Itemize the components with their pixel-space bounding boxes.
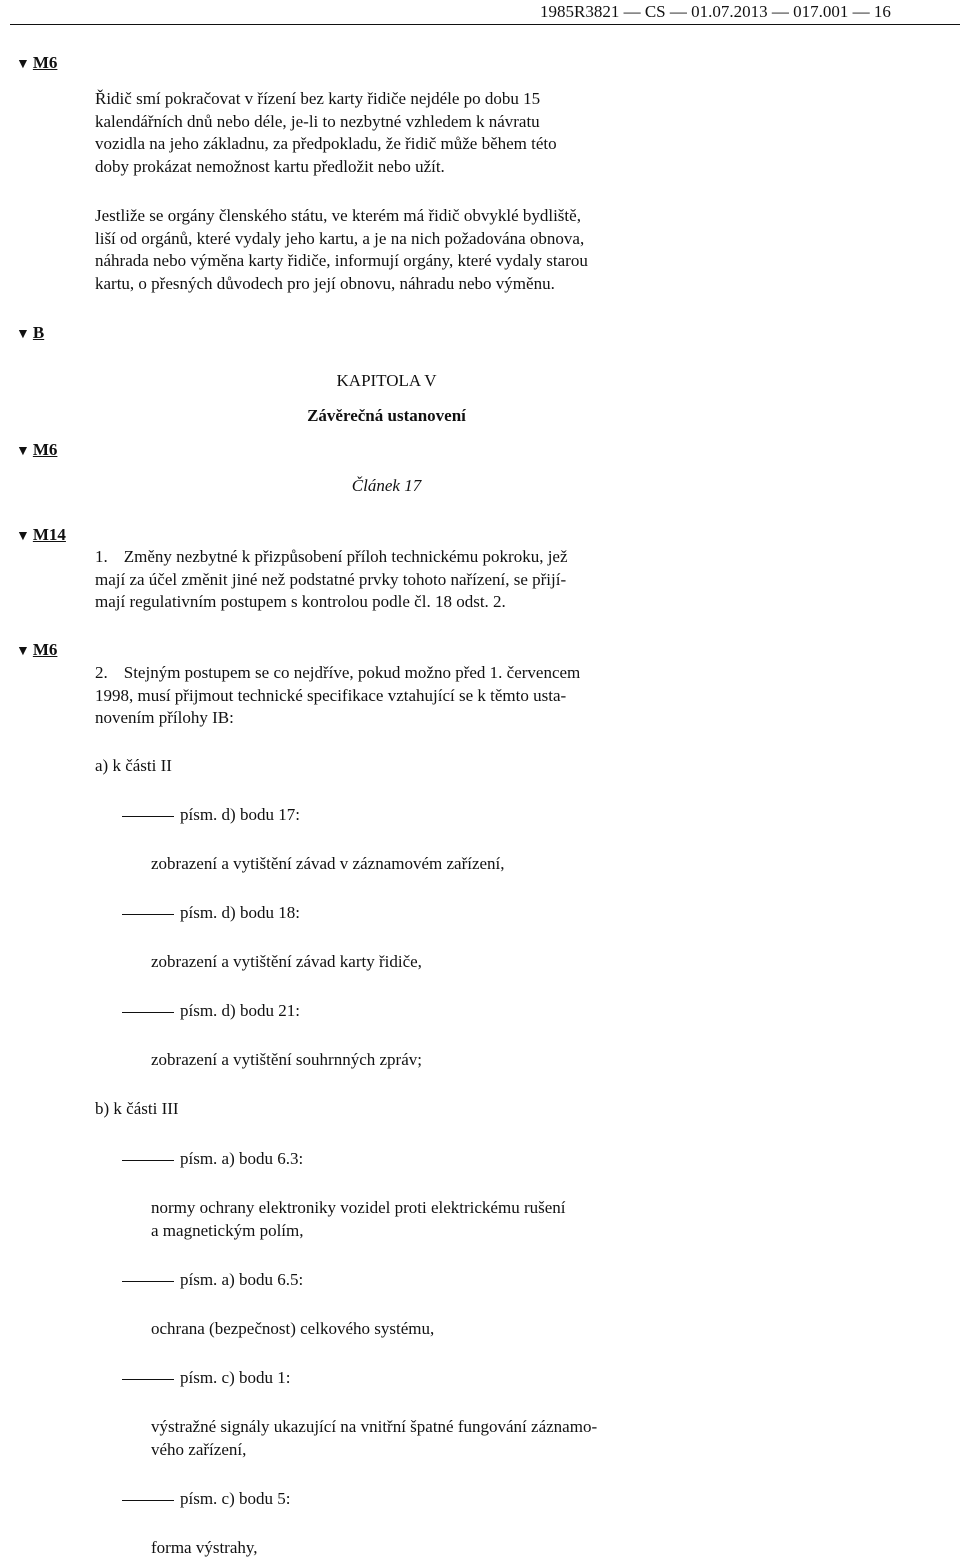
dash: [122, 914, 174, 915]
amendment-marker-m6: ▼ M6: [16, 53, 58, 72]
list-item-description: výstražné signály ukazující na vnitřní špatné fungování záznamo- vého zařízení,: [151, 1417, 598, 1459]
triangle-down-icon: ▼: [16, 529, 30, 544]
list-item-description: zobrazení a vytištění souhrnných zpráv;: [151, 1050, 422, 1069]
list-item-description: forma výstrahy,: [151, 1538, 258, 1557]
list-item-description: zobrazení a vytištění závad v záznamovém zařízení,: [151, 854, 505, 873]
dash: [122, 1500, 174, 1501]
chapter-number: KAPITOLA V: [336, 371, 437, 390]
list-item: písm. c) bodu 1:: [122, 1367, 291, 1390]
chapter-title: Závěrečná ustanovení: [307, 406, 466, 425]
dash: [122, 1379, 174, 1380]
triangle-down-icon: ▼: [16, 444, 30, 459]
triangle-down-icon: ▼: [16, 57, 30, 72]
dash: [122, 1281, 174, 1282]
header-rule: [10, 24, 960, 25]
article-item-2: 2. Stejným postupem se co nejdříve, pokud možno před 1. červencem 1998, musí přijmout technické specifikace vztahující se k těmto usta- novením přílohy IB:: [95, 663, 581, 727]
list-item: písm. a) bodu 6.5:: [122, 1269, 303, 1292]
dash: [122, 1160, 174, 1161]
amendment-marker-b: ▼ B: [16, 323, 45, 342]
part-b-label: b) k části III: [95, 1099, 179, 1118]
paragraph: Jestliže se orgány členského státu, ve kterém má řidič obvyklé bydliště, liší od orgánů, které vydaly jeho kartu, a je na nich požadována obnova, náhrada nebo výměna karty řidiče, informují orgány, které vydaly starou kartu, o přesných důvodech pro její obnovu, náhradu nebo výměnu.: [95, 206, 588, 293]
amendment-marker-m14: ▼ M14: [16, 525, 66, 544]
list-item: písm. d) bodu 18:: [122, 902, 300, 925]
amendment-marker-m6: ▼ M6: [16, 640, 58, 659]
list-item-description: zobrazení a vytištění závad karty řidiče,: [151, 952, 422, 971]
article-item-1: 1. Změny nezbytné k přizpůsobení příloh technickému pokroku, jež mají za účel změnit jiné než podstatné prvky tohoto nařízení, se přijí- mají regulativním postupem s kontrolou podle čl. 18 odst. 2.: [95, 547, 568, 611]
part-a-label: a) k části II: [95, 756, 172, 775]
triangle-down-icon: ▼: [16, 644, 30, 659]
amendment-marker-m6: ▼ M6: [16, 440, 58, 459]
list-item: písm. d) bodu 17:: [122, 804, 300, 827]
list-item-description: ochrana (bezpečnost) celkového systému,: [151, 1319, 435, 1338]
triangle-down-icon: ▼: [16, 327, 30, 342]
paragraph: Řidič smí pokračovat v řízení bez karty řidiče nejdéle po dobu 15 kalendářních dnů nebo déle, je-li to nezbytné vzhledem k návratu vozidla na jeho základnu, za předpokladu, že řidič může během této doby prokázat nemožnost kartu předložit nebo užít.: [95, 89, 557, 176]
dash: [122, 1012, 174, 1013]
list-item: písm. c) bodu 5:: [122, 1488, 291, 1511]
list-item: písm. d) bodu 21:: [122, 1000, 300, 1023]
list-item-description: normy ochrany elektroniky vozidel proti elektrickému rušení a magnetickým polím,: [151, 1198, 566, 1240]
list-item: písm. a) bodu 6.3:: [122, 1148, 303, 1171]
article-heading: Článek 17: [351, 476, 422, 495]
dash: [122, 816, 174, 817]
document-header: 1985R3821 — CS — 01.07.2013 — 017.001 — 16: [540, 2, 891, 21]
